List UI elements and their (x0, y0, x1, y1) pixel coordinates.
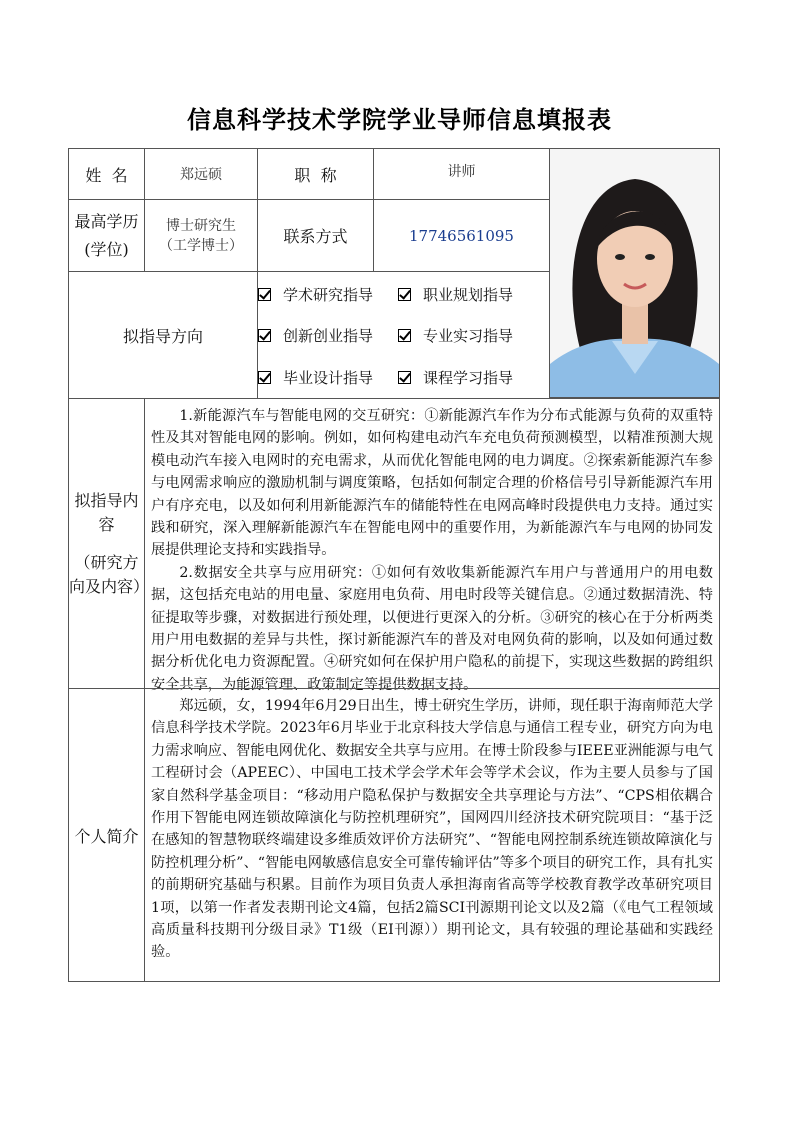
profile-text-cell (144, 688, 720, 982)
checkbox-checked-icon (398, 329, 411, 342)
content-label-line4: 向及内容） (69, 576, 150, 596)
content-label-line2: 容 (98, 514, 115, 534)
name-value-cell (144, 148, 258, 200)
guidance-options-cell (257, 271, 550, 399)
content-paragraph-2: 2.数据安全共享与应用研究：①如何有效收集新能源汽车用户与普通用户的用电数据，这包括充电站的用电量、家庭用电负荷、用电时段等关键信息。②通过数据清洗、特征提取等步骤，对数据进行预处理，以便进行更深入的分析。③研究的核心在于分析两类用户用电数据的差异与共性，探讨新能源汽车的普及对电网负荷的影响，以及如何通过数据分析优化电力资源配置。④研究如何在保护用户隐私的前提下，实现这些数据的跨组织安全共享，为能源管理、政策制定等提供数据支持。 (151, 564, 713, 693)
checkbox-checked-icon (398, 288, 411, 301)
option-academic[interactable] (258, 284, 373, 305)
profile-label: 个人简介 (74, 826, 139, 846)
name-value: 郑远硕 (180, 167, 222, 183)
guidance-label-cell (68, 271, 258, 399)
content-label-cell (68, 398, 150, 689)
option-career[interactable] (398, 284, 513, 305)
profile-text: 郑远硕，女，1994年6月29日出生，博士研究生学历，讲师，现任职于海南师范大学信息科学技术学院。2023年6月毕业于北京科技大学信息与通信工程专业，研究方向为电力需求响应、智能电网优化、数据安全共享与应用。在博士阶段参与IEEE亚洲能源与电气工程研讨会（APEEC）、中国电工技术学会学术年会等学术会议，作为主要人员参与了国家自然科学基金项目：“移动用户隐私保护与数据安全共享理论与方法”、“CPS相依耦合作用下智能电网连锁故障演化与防控机理研究”，国网四川经济技术研究院项目：“基于泛在感知的智慧物联终端建设多维质效评价方法研究”、“智能电网控制系统连锁故障演化与防控机理分析”、“智能电网敏感信息安全可靠传输评估”等多个项目的研究工作，具有扎实的前期研究基础与积累。目前作为项目负责人承担海南省高等学校教育教学改革研究项目1项，以第一作者发表期刊论文4篇，包括2篇SCI刊源期刊论文以及2篇（《电气工程领域高质量科技期刊分级目录》T1级（EI刊源））期刊论文，具有较强的理论基础和实践经验。 (151, 698, 713, 961)
checkbox-checked-icon (258, 371, 271, 384)
option-label: 毕业设计指导 (283, 369, 374, 387)
name-label: 姓 名 (85, 165, 128, 185)
content-label-line1: 拟指导内 (74, 490, 139, 510)
option-label: 课程学习指导 (423, 369, 514, 387)
title-label: 职 称 (294, 165, 337, 185)
option-innovation[interactable] (258, 325, 373, 346)
option-label: 创新创业指导 (283, 327, 374, 345)
title-value-cell (373, 148, 550, 200)
degree-label-cell (68, 199, 145, 272)
profile-label-cell (68, 688, 145, 982)
content-label-line3: （研究方 (74, 552, 139, 572)
option-thesis[interactable] (258, 367, 373, 388)
contact-value-cell (373, 199, 550, 272)
checkbox-checked-icon (258, 329, 271, 342)
degree-label-line1: 最高学历 (74, 211, 139, 231)
option-course[interactable] (398, 367, 513, 388)
photo-cell (549, 148, 720, 398)
option-label: 专业实习指导 (423, 327, 514, 345)
checkbox-checked-icon (398, 371, 411, 384)
degree-value-line1: 博士研究生 (166, 217, 236, 234)
option-label: 职业规划指导 (423, 286, 514, 304)
contact-label-cell (257, 199, 374, 272)
title-label-cell (257, 148, 374, 200)
name-label-cell (68, 148, 145, 200)
degree-label-line2: (学位) (84, 239, 129, 259)
option-internship[interactable] (398, 325, 513, 346)
degree-value-cell (144, 199, 258, 272)
guidance-label: 拟指导方向 (122, 326, 203, 346)
degree-value-line2: （工学博士） (159, 237, 243, 254)
portrait-photo (550, 149, 719, 397)
title-value: 讲师 (447, 164, 476, 180)
content-text-cell (144, 398, 720, 693)
contact-label: 联系方式 (283, 227, 348, 246)
option-label: 学术研究指导 (283, 286, 374, 304)
page-title: 信息科学技术学院学业导师信息填报表 (187, 106, 612, 134)
checkbox-checked-icon (258, 288, 271, 301)
content-paragraph-1: 1.新能源汽车与智能电网的交互研究：①新能源汽车作为分布式能源与负荷的双重特性及其对智能电网的影响。例如，如何构建电动汽车充电负荷预测模型，以精准预测大规模电动汽车接入电网时的充电需求，从而优化智能电网的电力调度。②探索新能源汽车参与电网需求响应的激励机制与调度策略，包括如何制定合理的价格信号引导新能源汽车用户有序充电，以及如何利用新能源汽车的储能特性在电网高峰时段提供电力支持。通过实践和研究，深入理解新能源汽车在智能电网中的重要作用，为新能源汽车与电网的协同发展提供理论支持和实践指导。 (151, 408, 713, 559)
contact-phone: 17746561095 (409, 226, 514, 245)
